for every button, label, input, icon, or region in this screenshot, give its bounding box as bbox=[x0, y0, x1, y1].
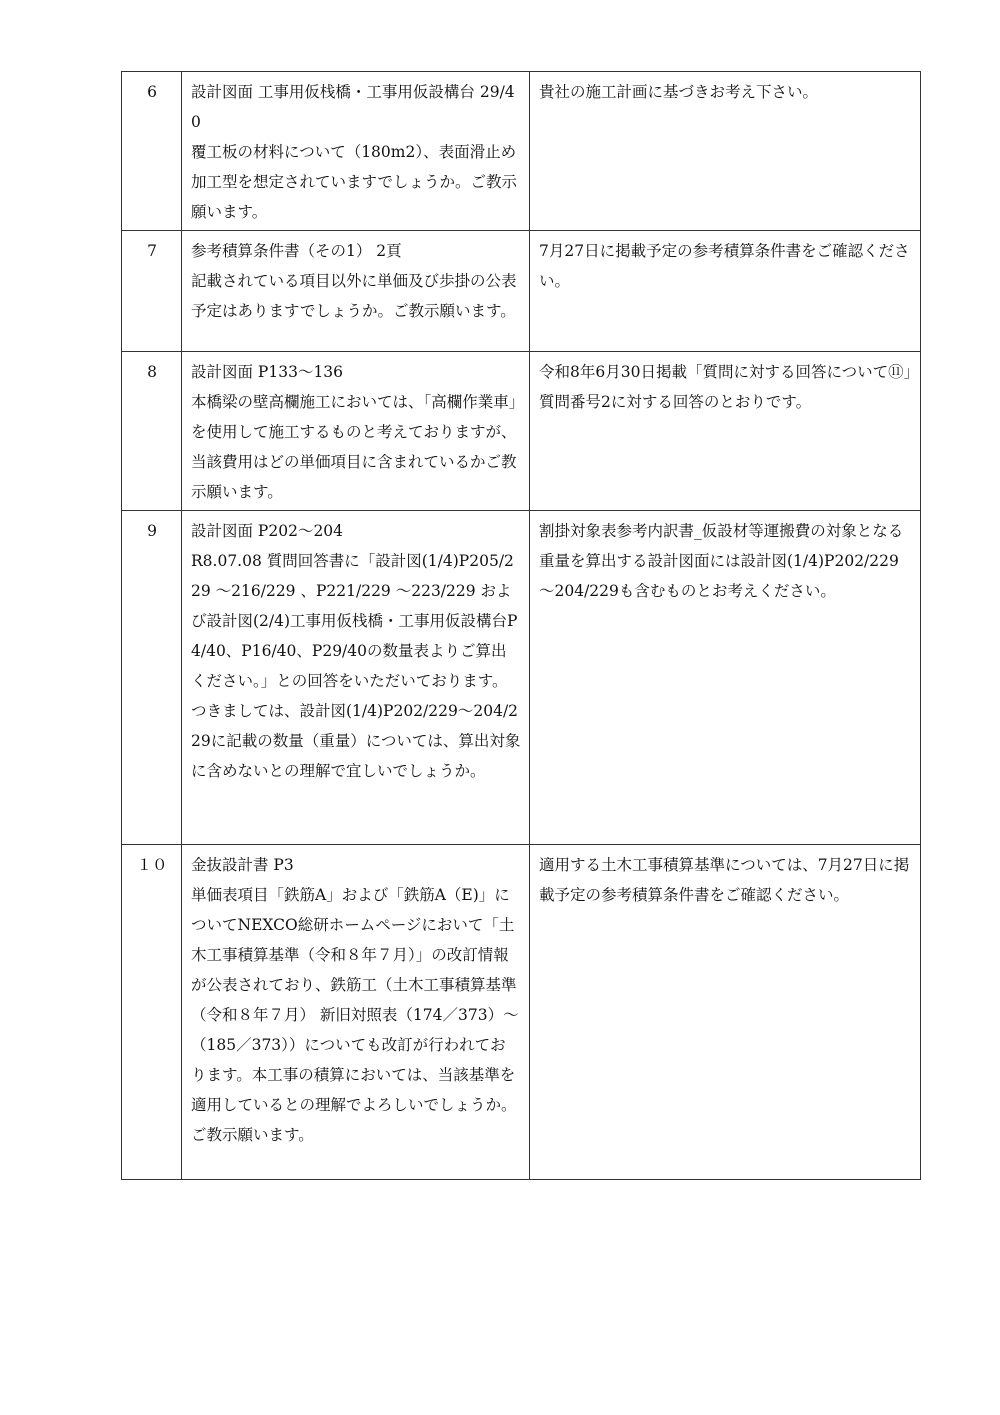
row-number: １０ bbox=[122, 845, 182, 1180]
question-line: 本橋梁の壁高欄施工においては、「高欄作業車」を使用して施工するものと考えておりますが、当該費用はどの単価項目に含まれているかご教示願います。 bbox=[191, 393, 517, 501]
question-line: 参考積算条件書（その1） 2頁 bbox=[191, 242, 402, 260]
answer-line: 貴社の施工計画に基づきお考え下さい。 bbox=[539, 83, 819, 101]
answer-cell bbox=[530, 511, 921, 845]
answer-cell bbox=[530, 231, 921, 352]
question-line: 記載されている項目以外に単価及び歩掛の公表予定はありますでしょうか。ご教示願います。 bbox=[191, 272, 517, 320]
row-number: 7 bbox=[122, 231, 182, 352]
question-line: 設計図面 工事用仮栈橋・工事用仮設構台 29/40 bbox=[191, 83, 515, 131]
answer-line: 令和8年6月30日掲載「質問に対する回答について⑪」質問番号2に対する回答のとおりです。 bbox=[539, 363, 912, 411]
question-cell bbox=[182, 72, 530, 231]
table-row bbox=[122, 72, 921, 231]
question-line: R8.07.08 質問回答書に「設計図(1/4)P205/229 ～216/229 、P221/229 ～223/229 および設計図(2/4)工事用仮栈橋・工事用仮設構台P4/40、P16/40、P29/40の数量表よりご算出ください。」との回答をいただいております。 bbox=[191, 552, 518, 690]
question-line: つきましては、設計図(1/4)P202/229～204/229に記載の数量（重量）については、算出対象に含めないとの理解で宜しいでしょうか。 bbox=[191, 702, 521, 780]
answer-line: 適用する土木工事積算基準については、7月27日に掲載予定の参考積算条件書をご確認ください。 bbox=[539, 856, 910, 904]
answer-line: 7月27日に掲載予定の参考積算条件書をご確認ください。 bbox=[539, 242, 910, 290]
question-cell bbox=[182, 511, 530, 845]
table-row bbox=[122, 511, 921, 845]
answer-line: 割掛対象表参考内訳書_仮設材等運搬費の対象となる重量を算出する設計図面には設計図(1/4)P202/229～204/229も含むものとお考えください。 bbox=[539, 522, 904, 600]
question-line: 設計図面 P202～204 bbox=[191, 522, 344, 540]
answer-cell bbox=[530, 352, 921, 511]
row-number: 6 bbox=[122, 72, 182, 231]
row-number: 8 bbox=[122, 352, 182, 511]
answer-cell bbox=[530, 72, 921, 231]
table-row bbox=[122, 845, 921, 1180]
question-line: 覆工板の材料について（180m2）、表面滑止め加工型を想定されていますでしょうか。ご教示願います。 bbox=[191, 143, 517, 221]
question-cell bbox=[182, 352, 530, 511]
table-row bbox=[122, 352, 921, 511]
question-cell bbox=[182, 231, 530, 352]
table-row bbox=[122, 231, 921, 352]
question-line: 設計図面 P133～136 bbox=[191, 363, 344, 381]
question-cell bbox=[182, 845, 530, 1180]
question-line: 金抜設計書 P3 bbox=[191, 856, 294, 874]
qa-table bbox=[121, 71, 921, 1180]
answer-cell bbox=[530, 845, 921, 1180]
question-line: 単価表項目「鉄筋A」および「鉄筋A（E)」についてNEXCO総研ホームページにおいて「土木工事積算基準（令和８年７月）」の改訂情報が公表されており、鉄筋工（土木工事積算基準（令和８年７月） 新旧対照表（174／373）～（185／373））についても改訂が行われております。本工事の積算においては、当該基準を適用しているとの理解でよろしいでしょうか。ご教示願います。 bbox=[191, 886, 519, 1144]
row-number: 9 bbox=[122, 511, 182, 845]
